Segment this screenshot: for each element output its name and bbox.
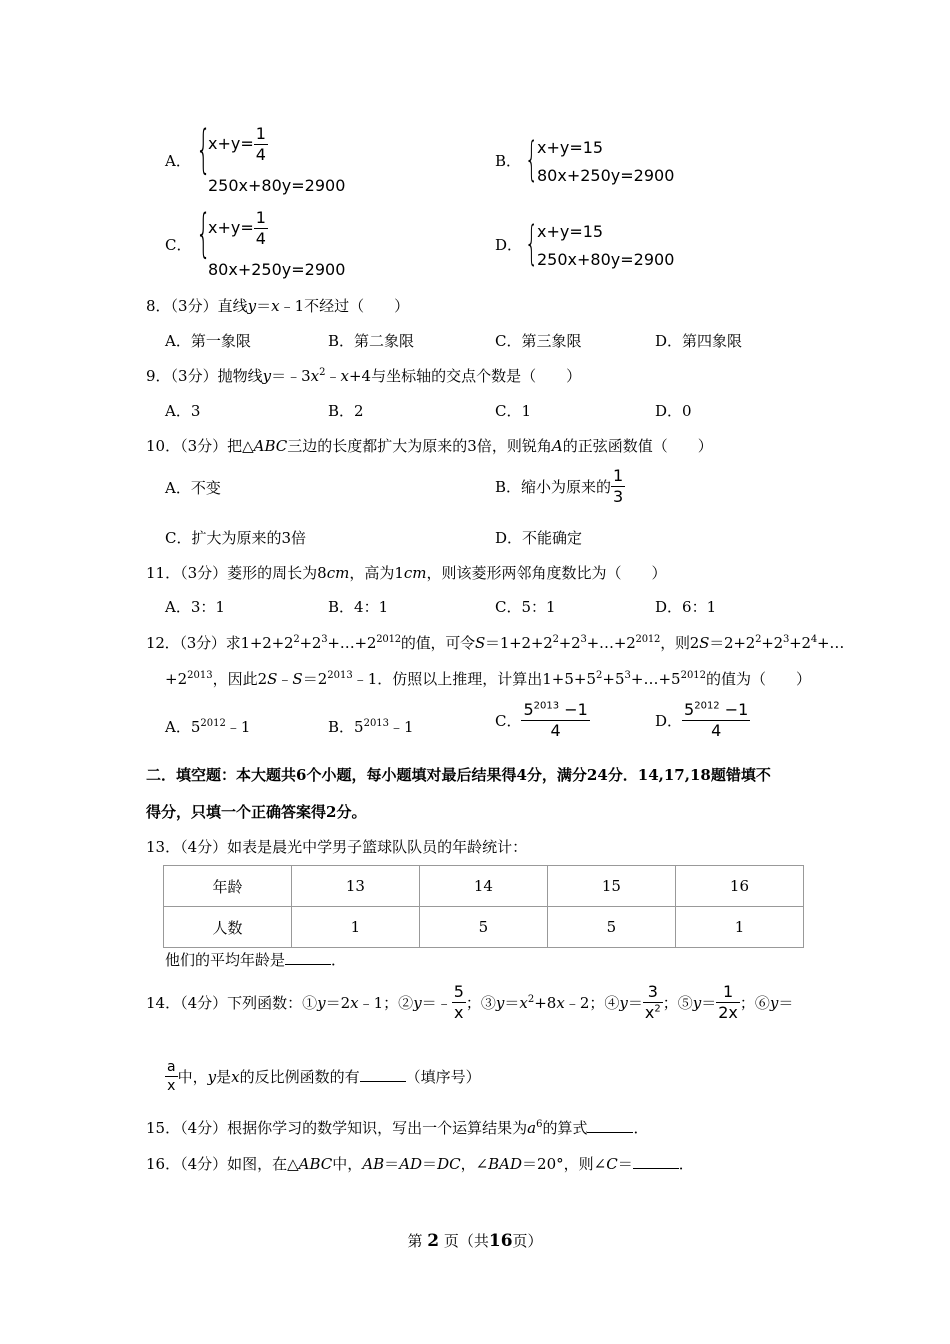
table-cell: 年龄 (164, 866, 292, 907)
q11-option-d: D．6：1 (655, 598, 717, 616)
q9-option-d: D．0 (655, 402, 692, 420)
table-cell: 13 (291, 866, 419, 907)
answer-blank[interactable] (587, 1118, 633, 1133)
q8-stem: 8．（3分）直线y＝x﹣1不经过（ ） (146, 297, 410, 315)
q8-option-c: C．第三象限 (495, 332, 582, 350)
q7-c-eq1: x+y= $\frac{1}{4}$ (208, 208, 266, 248)
q10-option-b: B．缩小为原来的 $\frac{1}{3}$ (495, 466, 624, 506)
q7-c-eq2: 80x+250y=2900 (208, 260, 346, 279)
q10-stem: 10．（3分）把△ABC三边的长度都扩大为原来的3倍，则锐角A的正弦函数值（ ） (146, 437, 713, 455)
q7-option-b-label: B． (495, 152, 522, 170)
table-cell: 5 (419, 907, 547, 948)
q9-option-c: C．1 (495, 402, 532, 420)
q9-stem: 9．（3分）抛物线$y=﹣3x^2﹣x+4$与坐标轴的交点个数是（ ） (146, 367, 582, 385)
brace-icon: { (196, 204, 211, 264)
table-cell: 16 (675, 866, 803, 907)
page-total: 16 (488, 1231, 513, 1251)
q14-line2: $\frac{a}{x}$ 中，y是x的反比例函数的有 （填序号） (167, 1059, 481, 1094)
q12-option-b: B．$5^{2013}﹣1$ (328, 718, 414, 736)
section-2-heading-line2: 得分，只填一个正确答案得2分。 (146, 803, 367, 821)
table-cell: 15 (547, 866, 675, 907)
q10-option-d: D．不能确定 (495, 529, 583, 547)
q8-option-d: D．第四象限 (655, 332, 743, 350)
q7-b-eq1: x+y=15 (537, 138, 604, 157)
q7-option-b-system (525, 132, 725, 192)
brace-icon: { (525, 216, 539, 270)
brace-icon: { (196, 120, 211, 180)
q8-option-b: B．第二象限 (328, 332, 415, 350)
q7-option-a-label: A． (165, 152, 191, 170)
table-cell: 人数 (164, 907, 292, 948)
q15-stem: 15．（4分）根据你学习的数学知识，写出一个运算结果为$a^6$的算式 ． (146, 1119, 649, 1137)
brace-icon: { (525, 132, 539, 186)
q7-option-d-system (525, 216, 725, 276)
q7-d-eq1: x+y=15 (537, 222, 604, 241)
q12-line1: 12．（3分）求$1+2+2^2+2^3+\dots+2^{2012}$的值，可令$S=1+2+2^2+2^3+\dots+2^{2012}$，则$2S=2+2^2+2^3+2^4+\dots$ (146, 634, 845, 652)
table-cell: 14 (419, 866, 547, 907)
table-cell: 1 (675, 907, 803, 948)
q16-stem: 16．（4分）如图，在△ABC中，AB＝AD＝DC，∠BAD＝20°，则∠C＝ ． (146, 1155, 694, 1173)
page-number: 2 (427, 1231, 440, 1251)
answer-blank[interactable] (633, 1154, 679, 1169)
table-row (164, 907, 804, 948)
q12-option-a: A．$5^{2012}﹣1$ (165, 718, 251, 736)
q13-stem: 13．（4分）如表是晨光中学男子篮球队队员的年龄统计： (146, 838, 528, 856)
q10-option-a: A．不变 (165, 479, 221, 497)
q7-d-eq2: 250x+80y=2900 (537, 250, 675, 269)
q12-line2: $+2^{2013}$，因此$2S﹣S=2^{2013}﹣1$．仿照以上推理，计算出$1+5+5^2+5^3+\dots+5^{2012}$的值为（ ） (165, 670, 812, 688)
q7-a-eq1: x+y= $\frac{1}{4}$ (208, 124, 266, 164)
q11-option-a: A．3：1 (165, 598, 225, 616)
age-table (163, 865, 804, 948)
q7-a-eq2: 250x+80y=2900 (208, 176, 346, 195)
q7-option-c-label: C． (165, 236, 192, 254)
q9-option-a: A．3 (165, 402, 201, 420)
q7-option-c-system (196, 204, 396, 284)
q8-option-a: A．第一象限 (165, 332, 251, 350)
table-row (164, 866, 804, 907)
q13-answer-line: 他们的平均年龄是 ． (165, 951, 347, 969)
answer-blank[interactable] (285, 950, 331, 965)
table-cell: 5 (547, 907, 675, 948)
q10-option-c: C．扩大为原来的3倍 (165, 529, 307, 547)
section-2-heading-line1: 二．填空题：本大题共6个小题，每小题填对最后结果得4分，满分24分．14,17,18题错填不 (146, 766, 771, 784)
q12-option-d: D． $\frac{5^{2012} -1}{4}$ (655, 700, 749, 740)
q7-b-eq2: 80x+250y=2900 (537, 166, 675, 185)
q14-line1: 14．（4分）下列函数：①y＝2x﹣1；②y＝﹣ $\frac{5}{x}$ ；$③y=x^2+8x﹣2$；④y＝ $\frac{3}{x^2}$ ；⑤y＝ $\frac{1}{2x}$ ；⑥y＝ (146, 982, 794, 1022)
answer-blank[interactable] (360, 1067, 406, 1082)
q12-option-c: C． $\frac{5^{2013} -1}{4}$ (495, 700, 588, 740)
page-footer: 第 2 页（共16页） (407, 1231, 543, 1251)
q11-option-c: C．5：1 (495, 598, 556, 616)
q9-option-b: B．2 (328, 402, 364, 420)
q11-option-b: B．4：1 (328, 598, 389, 616)
table-cell: 1 (291, 907, 419, 948)
q7-option-d-label: D． (495, 236, 523, 254)
q7-option-a-system (196, 120, 396, 200)
q11-stem: 11．（3分）菱形的周长为8cm，高为1cm，则该菱形两邻角度数比为（ ） (146, 564, 667, 582)
